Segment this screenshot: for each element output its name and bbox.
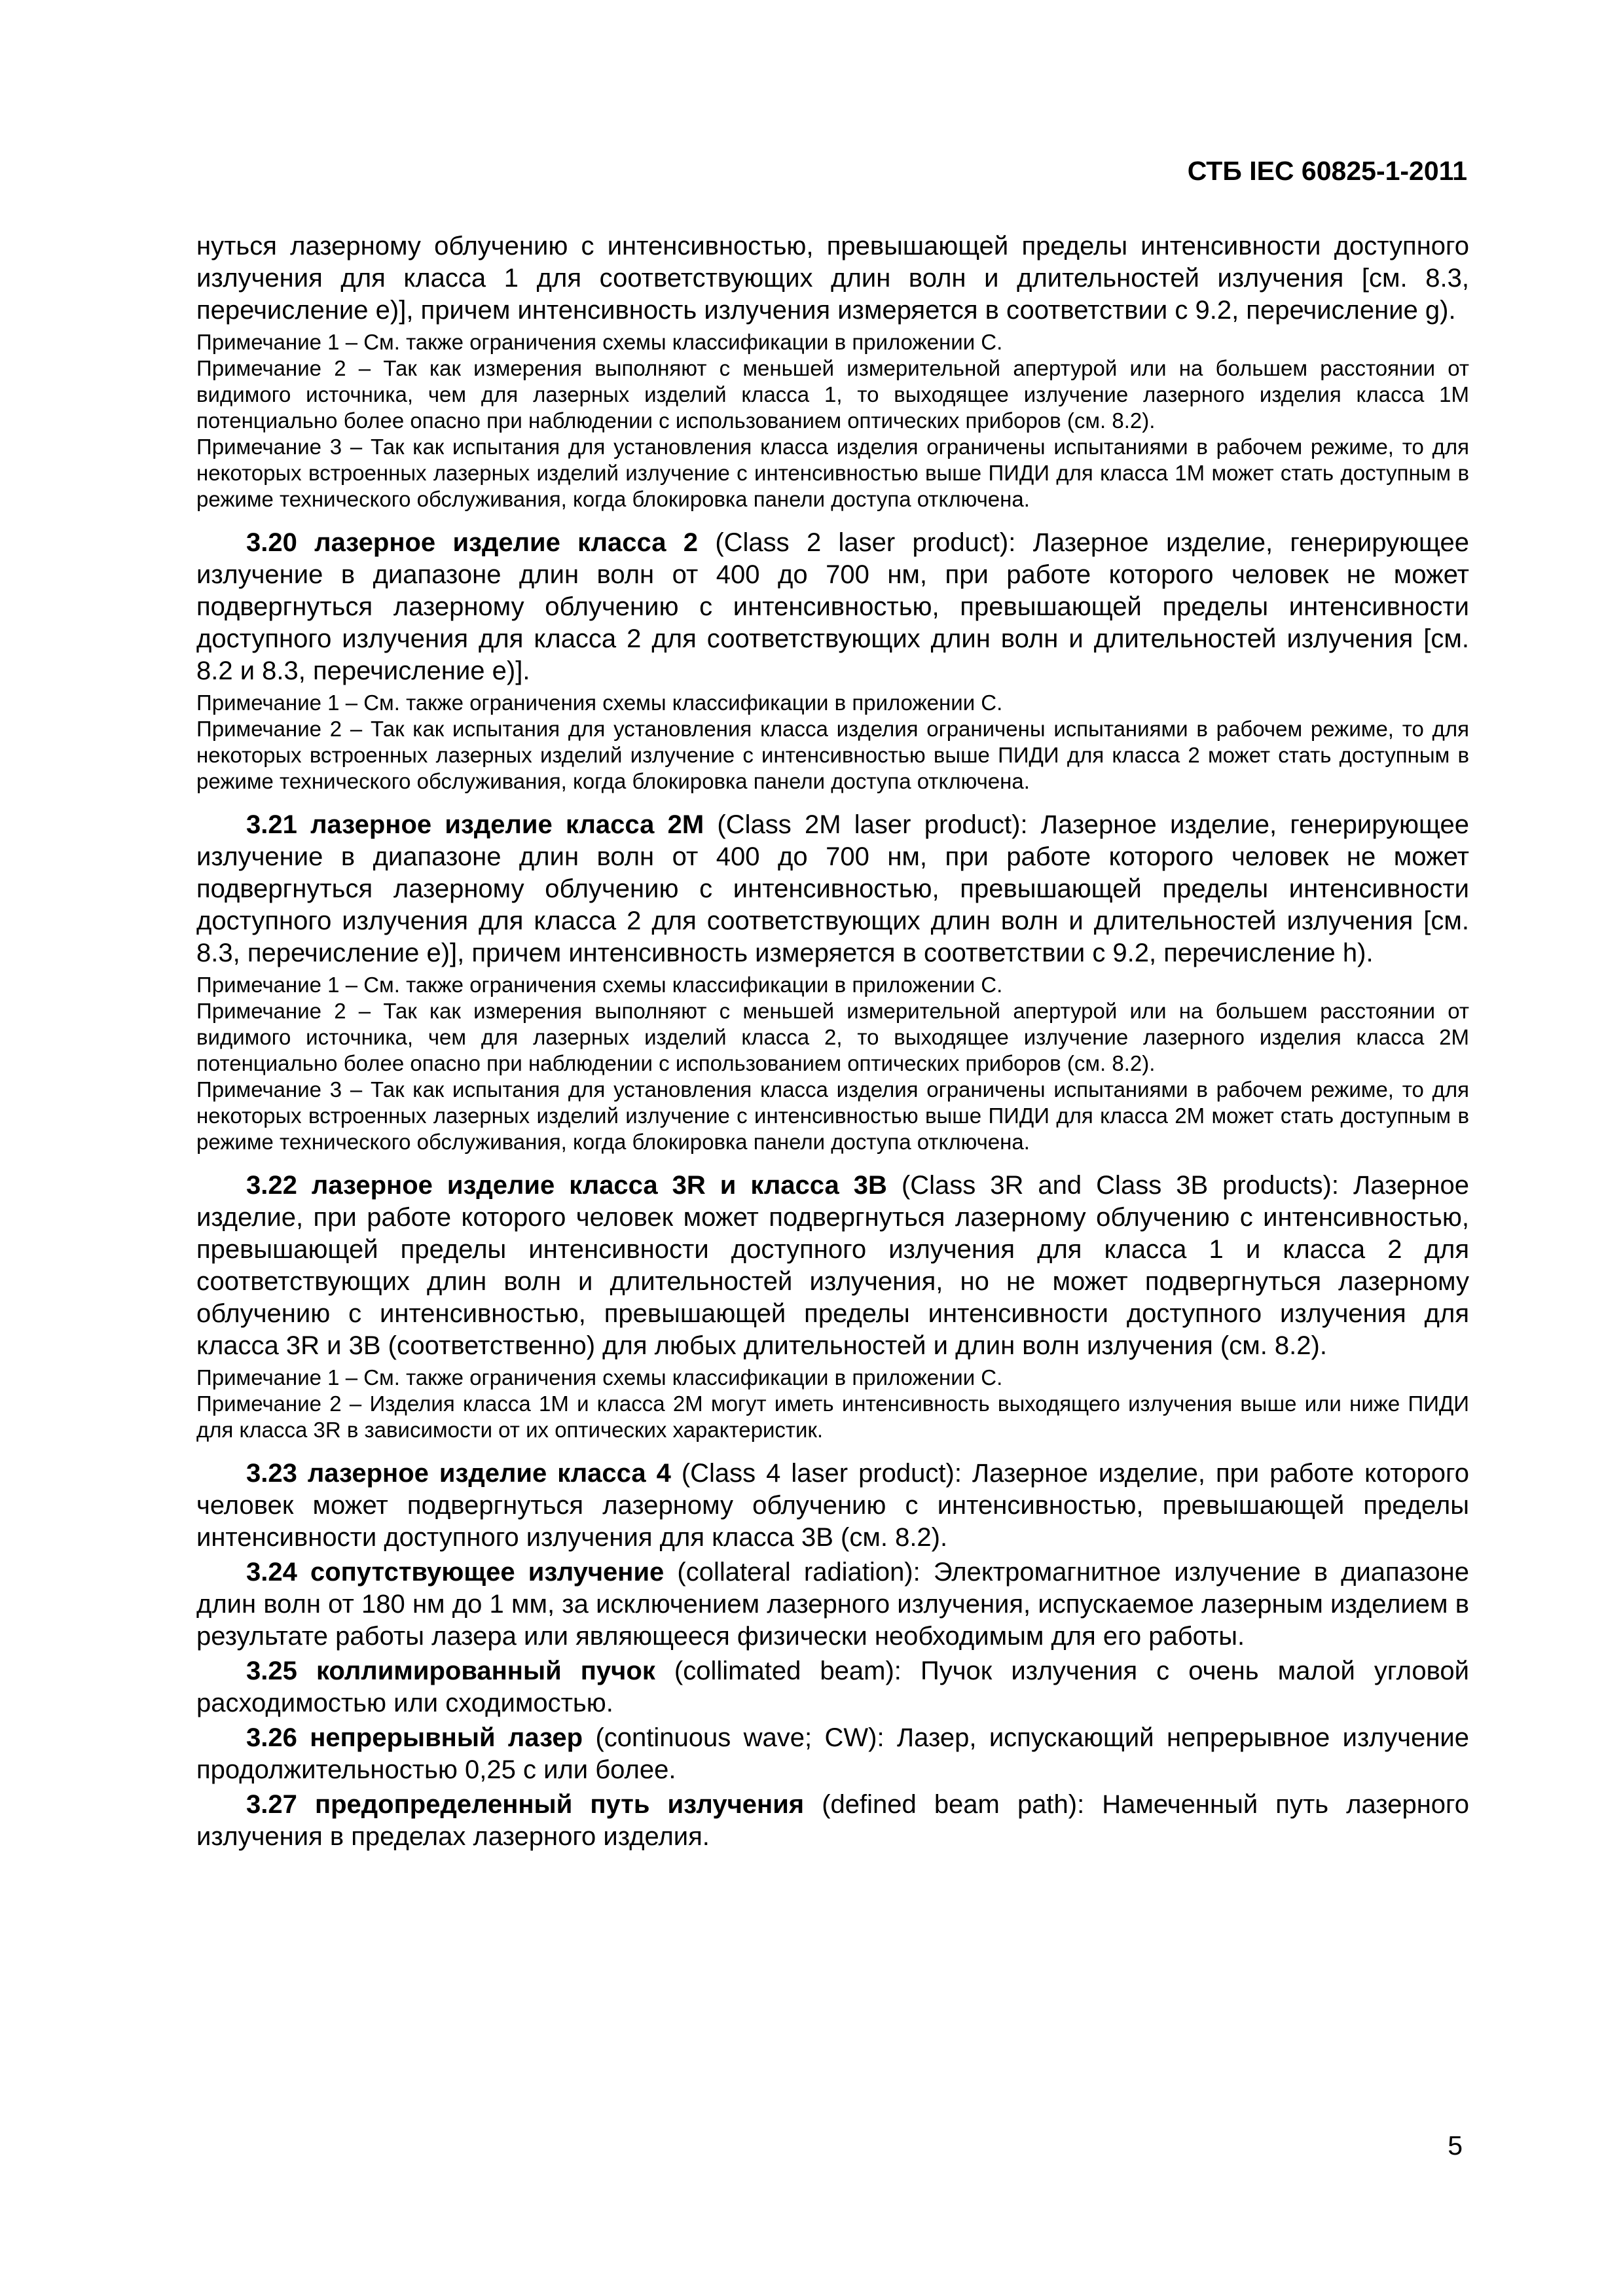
intro-notes [196, 329, 1469, 512]
definition-paragraph [196, 527, 1469, 687]
note: Примечание 2 – Так как измерения выполняют с меньшей измерительной апертурой или на большем расстоянии от видимого источника, чем для лазерных изделий класса 2, то выходящее излучение лазерного изделия класса 2М потенциально более опасно при наблюдении с использованием оптических приборов (см. 8.2). [196, 999, 1469, 1075]
note: Примечание 1 – См. также ограничения схемы классификации в приложении С. [196, 691, 1003, 715]
definition-text: (defined beam path): Намеченный путь лазерного излучения в пределах лазерного изделия. [196, 1790, 1469, 1851]
page-number: 5 [1448, 2130, 1463, 2161]
term-title: лазерное изделие класса 2М [310, 810, 704, 839]
section-3-25 [196, 1655, 1469, 1719]
definition-paragraph [196, 1789, 1469, 1853]
notes [196, 690, 1469, 795]
definition-text: (continuous wave; CW): Лазер, испускающий непрерывное излучение продолжительностью 0,25 с или более. [196, 1723, 1469, 1784]
definition-text: (Class 2M laser product): Лазерное изделие, генерирующее излучение в диапазоне длин волн от 400 до 700 нм, при работе которого человек не может подвергнуться лазерному облучению с интенсивностью, превышающей пределы интенсивности доступного излучения для класса 2 для соответствующих длин волн и длительностей излучения [см. 8.3, перечисление е)], причем интенсивность измеряется в соответствии с 9.2, перечисление h). [196, 810, 1470, 967]
page-content [196, 230, 1469, 1853]
note: Примечание 3 – Так как испытания для установления класса изделия ограничены испытаниями в рабочем режиме, то для некоторых встроенных лазерных изделий излучение с интенсивностью выше ПИДИ для класса 1М может стать доступным в режиме технического обслуживания, когда блокировка панели доступа отключена. [196, 435, 1469, 511]
note: Примечание 2 – Так как испытания для установления класса изделия ограничены испытаниями в рабочем режиме, то для некоторых встроенных лазерных изделий излучение с интенсивностью выше ПИДИ для класса 2 может стать доступным в режиме технического обслуживания, когда блокировка панели доступа отключена. [196, 717, 1469, 793]
definition-paragraph [196, 1458, 1469, 1554]
note: Примечание 1 – См. также ограничения схемы классификации в приложении С. [196, 1365, 1003, 1390]
note: Примечание 1 – См. также ограничения схемы классификации в приложении С. [196, 330, 1003, 354]
intro-paragraph: нуться лазерному облучению с интенсивностью, превышающей пределы интенсивности доступного излучения для класса 1 для соответствующих длин волн и длительностей излучения [см. 8.3, перечисление е)], причем интенсивность излучения измеряется в соответствии с 9.2, перечисление g). [196, 232, 1469, 325]
section-3-26 [196, 1722, 1469, 1786]
definition-text: (Class 3R and Class 3B products): Лазерное изделие, при работе которого человек может подвергнуться лазерному облучению с интенсивностью, превышающей пределы интенсивности доступного излучения для класса 1 и класса 2 для соответствующих длин волн и длительностей излучения, но не может подвергнуться лазерному облучению с интенсивностью, превышающей пределы интенсивности доступного излучения для класса 3R и 3В (соответственно) для любых длительностей и длин волн излучения (см. 8.2). [196, 1171, 1469, 1360]
term-title: непрерывный лазер [310, 1723, 583, 1752]
term-title: коллимированный пучок [316, 1657, 655, 1685]
term-number: 3.27 [246, 1790, 297, 1819]
definition-text: (collimated beam): Пучок излучения с очень малой угловой расходимостью или сходимостью. [196, 1657, 1470, 1717]
note: Примечание 2 – Так как измерения выполняют с меньшей измерительной апертурой или на большем расстоянии от видимого источника, чем для лазерных изделий класса 1, то выходящее излучение лазерного изделия класса 1М потенциально более опасно при наблюдении с использованием оптических приборов (см. 8.2). [196, 356, 1469, 433]
definition-paragraph [196, 1655, 1469, 1719]
section-3-27 [196, 1789, 1469, 1853]
note: Примечание 1 – См. также ограничения схемы классификации в приложении С. [196, 973, 1003, 997]
section-3-22 [196, 1170, 1469, 1443]
definition-text: (collateral radiation): Электромагнитное излучение в диапазоне длин волн от 180 нм до 1 мм, за исключением лазерного излучения, испускаемое лазерным изделием в результате работы лазера или являющееся физически необходимым для его работы. [196, 1558, 1469, 1651]
section-3-20 [196, 527, 1469, 795]
note: Примечание 2 – Изделия класса 1М и класса 2М могут иметь интенсивность выходящего излучения выше или ниже ПИДИ для класса 3R в зависимости от их оптических характеристик. [196, 1391, 1469, 1442]
term-number: 3.22 [246, 1171, 297, 1200]
notes [196, 972, 1469, 1155]
term-number: 3.24 [246, 1558, 297, 1587]
section-3-21 [196, 809, 1469, 1155]
term-number: 3.25 [246, 1657, 297, 1685]
term-title: лазерное изделие класса 3R и класса 3В [311, 1171, 887, 1200]
definition-text: (Class 2 laser product): Лазерное изделие, генерирующее излучение в диапазоне длин волн от 400 до 700 нм, при работе которого человек не может подвергнуться лазерному облучению с интенсивностью, превышающей пределы интенсивности доступного излучения для класса 2 для соответствующих длин волн и длительностей излучения [см. 8.2 и 8.3, перечисление е)]. [196, 528, 1469, 685]
definition-paragraph [196, 809, 1469, 969]
section-3-23 [196, 1458, 1469, 1554]
note: Примечание 3 – Так как испытания для установления класса изделия ограничены испытаниями в рабочем режиме, то для некоторых встроенных лазерных изделий излучение с интенсивностью выше ПИДИ для класса 2М может стать доступным в режиме технического обслуживания, когда блокировка панели доступа отключена. [196, 1077, 1469, 1154]
term-title: предопределенный путь излучения [314, 1790, 805, 1819]
definition-paragraph [196, 1170, 1469, 1362]
term-number: 3.23 [246, 1459, 297, 1488]
term-number: 3.21 [246, 810, 297, 839]
term-title: лазерное изделие класса 4 [307, 1459, 671, 1488]
term-number: 3.20 [246, 528, 297, 557]
term-title: лазерное изделие класса 2 [314, 528, 699, 557]
definition-paragraph [196, 1556, 1469, 1653]
definition-paragraph [196, 1722, 1469, 1786]
document-code-header: СТБ IEC 60825-1-2011 [1187, 156, 1467, 186]
term-title: сопутствующее излучение [310, 1558, 665, 1587]
section-3-24 [196, 1556, 1469, 1653]
term-number: 3.26 [246, 1723, 297, 1752]
definition-text: (Class 4 laser product): Лазерное изделие, при работе которого человек может подвергнуться лазерному облучению с интенсивностью, превышающей пределы интенсивности доступного излучения для класса 3В (см. 8.2). [196, 1459, 1470, 1552]
notes [196, 1365, 1469, 1443]
